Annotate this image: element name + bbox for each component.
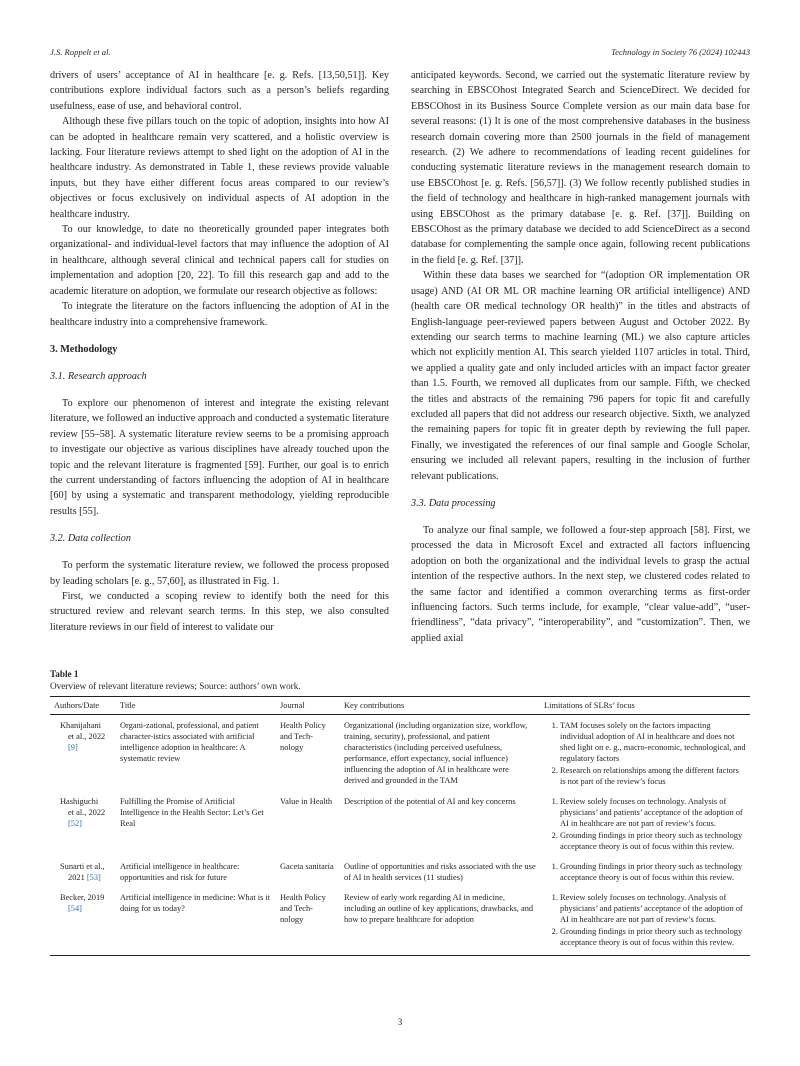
- table-1: [50, 668, 750, 956]
- running-head-authors: J.S. Roppelt et al.: [50, 47, 111, 57]
- paragraph: To explore our phenomenon of interest and integrate the existing relevant literature, we followed an inductive approach and conducted a systematic literature review [55–58]. A systematic literature review seems to be a promising approach to investigate our objective as various disciplines have already touched upon the topic and the relevant literature is fragmented [59]. Further, our goal is to enrich the current understanding of factors influencing the adoption of AI in healthcare [60] by using a systematic and transparent methodology, yielding reproducible results [55].: [50, 397, 389, 517]
- paragraph: To our knowledge, to date no theoretically grounded paper integrates both organizational- and individual-level factors that may influence the adoption of AI in healthcare, although several clinical and technical papers call for studies on implementation and adoption [20, 22]. To fill this research gap and add to the academic literature on adoption, we formulate our research objective as follows:: [50, 224, 389, 297]
- paragraph: To analyze our final sample, we followed a four-step approach [58]. First, we processed the data in Microsoft Excel and extracted all factors influencing adoption on both the organizational and the individual levels to grasp the actual intention of the respective authors. In the next step, we clustered codes related to the same factor and identified a common overarching terms as first-order influencing factors. Such terms include, for example, “clear value-add”, “user-friendliness”, “data privacy”, “interoperability”, and “customization”. Then, we applied axial: [411, 524, 750, 644]
- author-line: [60, 807, 112, 829]
- contribution-cell: Outline of opportunities and risks associated with the use of AI in health services (11 studies): [344, 862, 536, 882]
- running-head: [50, 47, 750, 57]
- author-line: Sunarti et al.,: [60, 862, 105, 871]
- title-cell: Fulfilling the Promise of Artificial Intelligence in the Health Sector: Let’s Get Real: [120, 797, 264, 828]
- author-year: 2021: [68, 873, 85, 882]
- limitations-list: [544, 796, 746, 852]
- subsection-heading-data-collection: 3.2. Data collection: [50, 533, 131, 545]
- paragraph: To perform the systematic literature review, we followed the process proposed by leading scholars [e. g., 57,60], as illustrated in Fig. 1.: [50, 560, 389, 587]
- limitations-cell: [540, 887, 750, 956]
- limitation-item: 1. Grounding findings in prior theory such as technology acceptance theory is out of focus within this review.: [560, 861, 746, 883]
- journal-cell: Health Policy and Tech-nology: [276, 887, 340, 956]
- paragraph: drivers of users’ acceptance of AI in healthcare [e. g. Refs. [13,50,51]]. Key contributions explore individual factors such as a person’s beliefs regarding usefulness, ease of use, and behavioral control.: [50, 70, 389, 112]
- author-line: [60, 903, 112, 914]
- limitation-item: 2. Research on relationships among the different factors is not part of the review’s focus: [560, 765, 746, 787]
- title-cell: Artificial intelligence in healthcare: opportunities and risk for future: [120, 862, 240, 882]
- contribution-cell: Review of early work regarding AI in medicine, including an outline of key applications, drawbacks, and how to prepare healthcare for adoption: [340, 887, 540, 956]
- paragraph: Although these five pillars touch on the topic of adoption, insights into how AI can be adopted in healthcare remain very scattered, and a holistic overview is lacking. Four literature reviews attempt to shed light on the adoption of AI in the healthcare industry. As demonstrated in Table 1, these reviews provide valuable inputs, but they have either different focus areas compared to our review’s objectives or focus exclusively on individual aspects of AI adoption in the healthcare industry.: [50, 116, 389, 220]
- authors-cell: [50, 791, 116, 856]
- table-header-row: [50, 697, 750, 715]
- left-column: [50, 68, 389, 635]
- limitation-item: 1. Review solely focuses on technology. Analysis of physicians’ and patients’ acceptance of the adoption of AI in healthcare are not part of review’s focus.: [560, 796, 746, 829]
- journal-cell: Value in Health: [280, 797, 333, 806]
- subsection-heading-data-processing: 3.3. Data processing: [411, 497, 496, 509]
- section-heading-methodology: 3. Methodology: [50, 343, 118, 355]
- limitation-item: 2. Grounding findings in prior theory such as technology acceptance theory is out of focus within this review.: [560, 926, 746, 948]
- table-row: [50, 856, 750, 887]
- column-header: Authors/Date: [50, 697, 116, 715]
- paragraph: anticipated keywords. Second, we carried out the systematic literature review by searching in EBSCOhost Integrated Search and ScienceDirect. We decided for EBSCOhost in its Business Source Complete version as our main data base for several reasons: (1) It is one of the most comprehensive databases in the business research domain covering more than 2500 journals in the field of management research. (2) We adhere to recommendations of leading recent guidelines for conducting systematic literature reviews in the management research domain to use EBSCOhost [e. g. Refs. [56,57]]. (3) We follow recently published studies in the field of technology and healthcare in high-ranked management journals with using EBSCOhost as the primary database [e. g. Ref. [37]]. Building on EBSCOhost as the primary database we decided to add ScienceDirect as a second database for complementing the sample once again, following recent publications in the field [e. g. Ref. [37]].: [411, 70, 750, 266]
- author-line: [60, 731, 112, 753]
- limitations-cell: [540, 791, 750, 856]
- author-line: Becker, 2019: [60, 893, 105, 902]
- author-line: Hashiguchi: [60, 797, 99, 806]
- limitations-list: [544, 720, 746, 787]
- limitations-list: [544, 892, 746, 948]
- journal-cell: Health Policy and Tech-nology: [280, 721, 326, 752]
- table-row: [50, 715, 750, 792]
- column-header: Key contributions: [340, 697, 540, 715]
- contribution-cell: Organizational (including organization size, workflow, training, security), professional, and patient characteristics (including perceived usefulness, performance, effort expectancy, social influence) influencing the adoption of AI in healthcare were derived and grounded in the TAM: [344, 721, 528, 785]
- limitations-cell: [540, 715, 750, 792]
- column-header: Journal: [276, 697, 340, 715]
- author-year: et al., 2022: [68, 808, 106, 817]
- running-head-journal: Technology in Society 76 (2024) 102443: [611, 47, 750, 57]
- table-row: [50, 887, 750, 956]
- citation-link[interactable]: [53]: [86, 873, 101, 882]
- limitation-item: 2. Grounding findings in prior theory such as technology acceptance theory is out of focus within this review.: [560, 830, 746, 852]
- author-line: Khanijahani: [60, 721, 101, 730]
- contribution-cell: Description of the potential of AI and key concerns: [344, 797, 516, 806]
- citation-link[interactable]: [52]: [68, 819, 82, 828]
- limitations-list: [544, 861, 746, 883]
- authors-cell: [50, 887, 116, 956]
- limitations-cell: [540, 856, 750, 887]
- journal-cell: Gaceta sanitaria: [280, 862, 334, 871]
- table-caption-text: Overview of relevant literature reviews; Source: authors’ own work.: [50, 681, 301, 691]
- authors-cell: [50, 856, 116, 887]
- table-row: [50, 791, 750, 856]
- right-column: [411, 68, 750, 646]
- author-year: et al., 2022: [68, 732, 106, 741]
- subsection-heading-research-approach: 3.1. Research approach: [50, 370, 147, 382]
- limitation-item: 1. Review solely focuses on technology. Analysis of physicians’ and patients’ acceptance of the adoption of AI in healthcare are not part of review’s focus.: [560, 892, 746, 925]
- limitation-item: 1. TAM focuses solely on the factors impacting individual adoption of AI in healthcare and does not shed light on e. g., macro-economic, technological, and regulatory factors: [560, 720, 746, 764]
- author-line: [60, 872, 112, 883]
- table-label: Table 1: [50, 669, 79, 679]
- title-cell: Organi-zational, professional, and patient character-istics associated with artificial intelligence adoption in healthcare: A systematic review: [120, 721, 259, 763]
- table-caption: [50, 668, 750, 692]
- paragraph: Within these data bases we searched for “(adoption OR implementation OR usage) AND (AI OR ML OR machine learning OR artificial intelligence) AND (health care OR medical technology OR health)” in the titles and abstracts of English-language peer-reviewed papers between August and October 2022. By extending our search terms to machine learning (ML) we also capture articles which not explicitly mention AI. This search yielded 1107 articles in total. Third, we applied a quality gate and only included articles with an impact factor greater than 1.5. Fourth, we removed all duplicates from our sample. Fifth, we checked the titles and abstracts of the remaining 796 papers for topic fit and carefully excluded all papers that did not address our research objective. Sixth, we analyzed the remaining papers for topic fit in greater depth by reviewing the full paper. Finally, we investigated the references of our final sample and Google Scholar, ensuring we included all relevant papers, resulting in the inclusion of further relevant publications.: [411, 270, 750, 482]
- citation-link[interactable]: [9]: [68, 743, 78, 752]
- column-header: Title: [116, 697, 276, 715]
- authors-cell: [50, 715, 116, 792]
- research-objective: To integrate the literature on the factors influencing the adoption of AI in the healthcare industry into a comprehensive framework.: [50, 301, 389, 328]
- title-cell: Artificial intelligence in medicine: What is it doing for us today?: [116, 887, 276, 956]
- column-header: Limitations of SLRs’ focus: [540, 697, 750, 715]
- paragraph: First, we conducted a scoping review to identify both the need for this structured review and relevant search terms. In this step, we also consulted literature reviews in our field of interest to validate our: [50, 590, 389, 633]
- literature-review-table: [50, 696, 750, 956]
- page-number: 3: [397, 1017, 403, 1027]
- citation-link[interactable]: [54]: [68, 904, 82, 913]
